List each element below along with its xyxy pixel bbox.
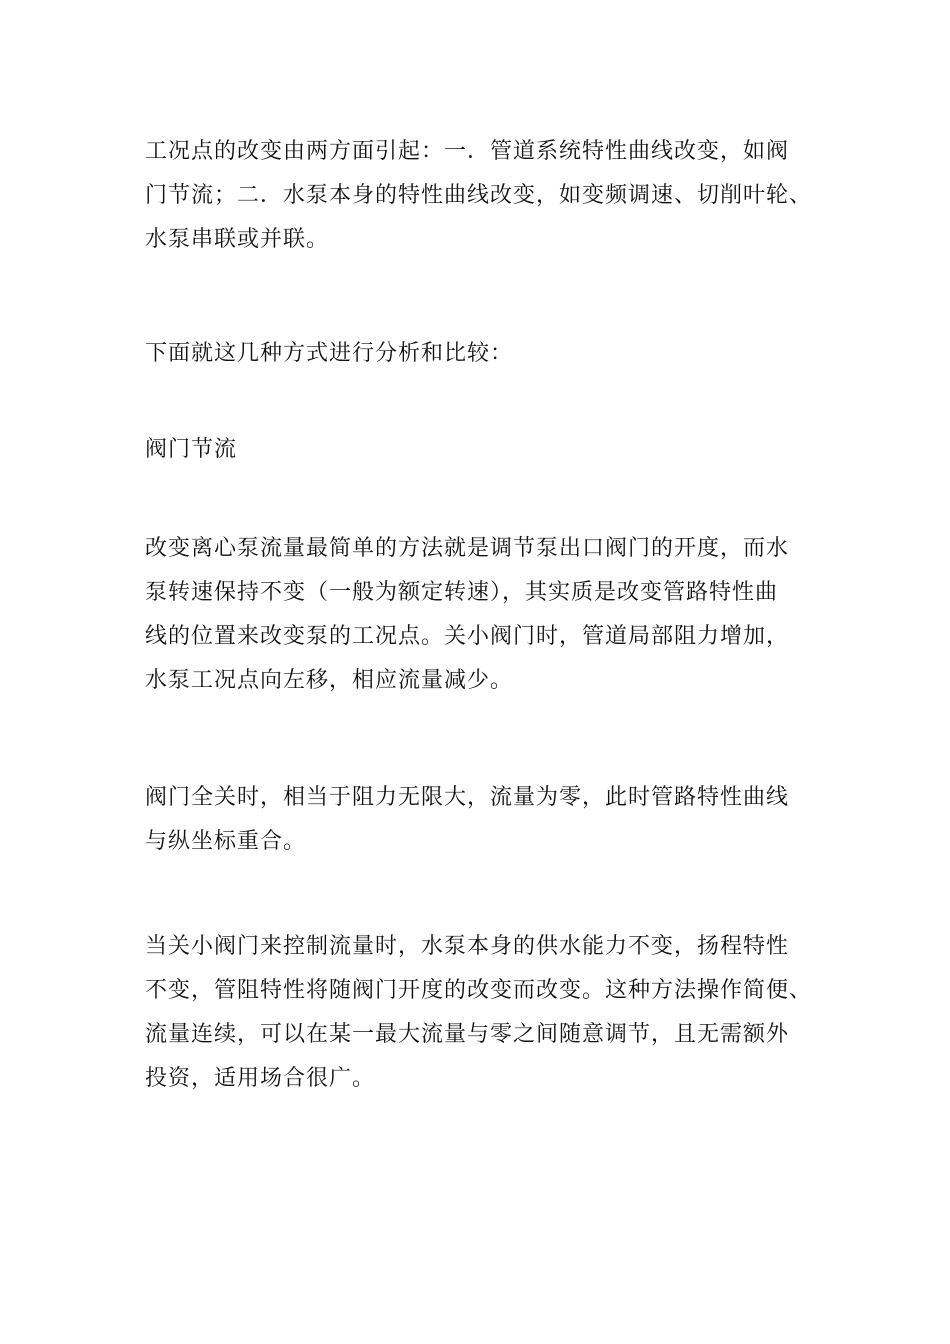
text-line: 当关小阀门来控制流量时，水泵本身的供水能力不变，扬程特性 (145, 934, 790, 959)
text-line: 下面就这几种方式进行分析和比较： (145, 341, 514, 366)
text-line: 泵转速保持不变（一般为额定转速），其实质是改变管路特性曲 (145, 580, 779, 605)
text-line: 不变，管阻特性将随阀门开度的改变而改变。这种方法操作简便、 (145, 978, 813, 1003)
heading-text: 阀门节流 (145, 437, 238, 462)
paragraph-valve-throttling (145, 527, 835, 703)
text-line: 改变离心泵流量最简单的方法就是调节泵出口阀门的开度，而水 (145, 536, 790, 561)
text-line: 水泵工况点向左移，相应流量减少。 (145, 668, 514, 693)
text-line: 工况点的改变由两方面引起：一．管道系统特性曲线改变，如阀 (145, 139, 790, 164)
text-line: 线的位置来改变泵的工况点。关小阀门时，管道局部阻力增加， (145, 624, 790, 649)
text-line: 阀门全关时，相当于阻力无限大，流量为零，此时管路特性曲线 (145, 785, 790, 810)
text-line: 门节流；二．水泵本身的特性曲线改变，如变频调速、切削叶轮、 (145, 183, 813, 208)
text-line: 投资，适用场合很广。 (145, 1066, 376, 1091)
paragraph-analysis-intro (145, 332, 835, 376)
paragraph-valve-closed (145, 776, 835, 864)
text-line: 与纵坐标重合。 (145, 829, 307, 854)
text-line: 流量连续，可以在某一最大流量与零之间随意调节，且无需额外 (145, 1022, 790, 1047)
section-heading (145, 428, 835, 472)
paragraph-valve-control (145, 925, 835, 1101)
text-line: 水泵串联或并联。 (145, 227, 330, 252)
paragraph-intro (145, 130, 835, 262)
